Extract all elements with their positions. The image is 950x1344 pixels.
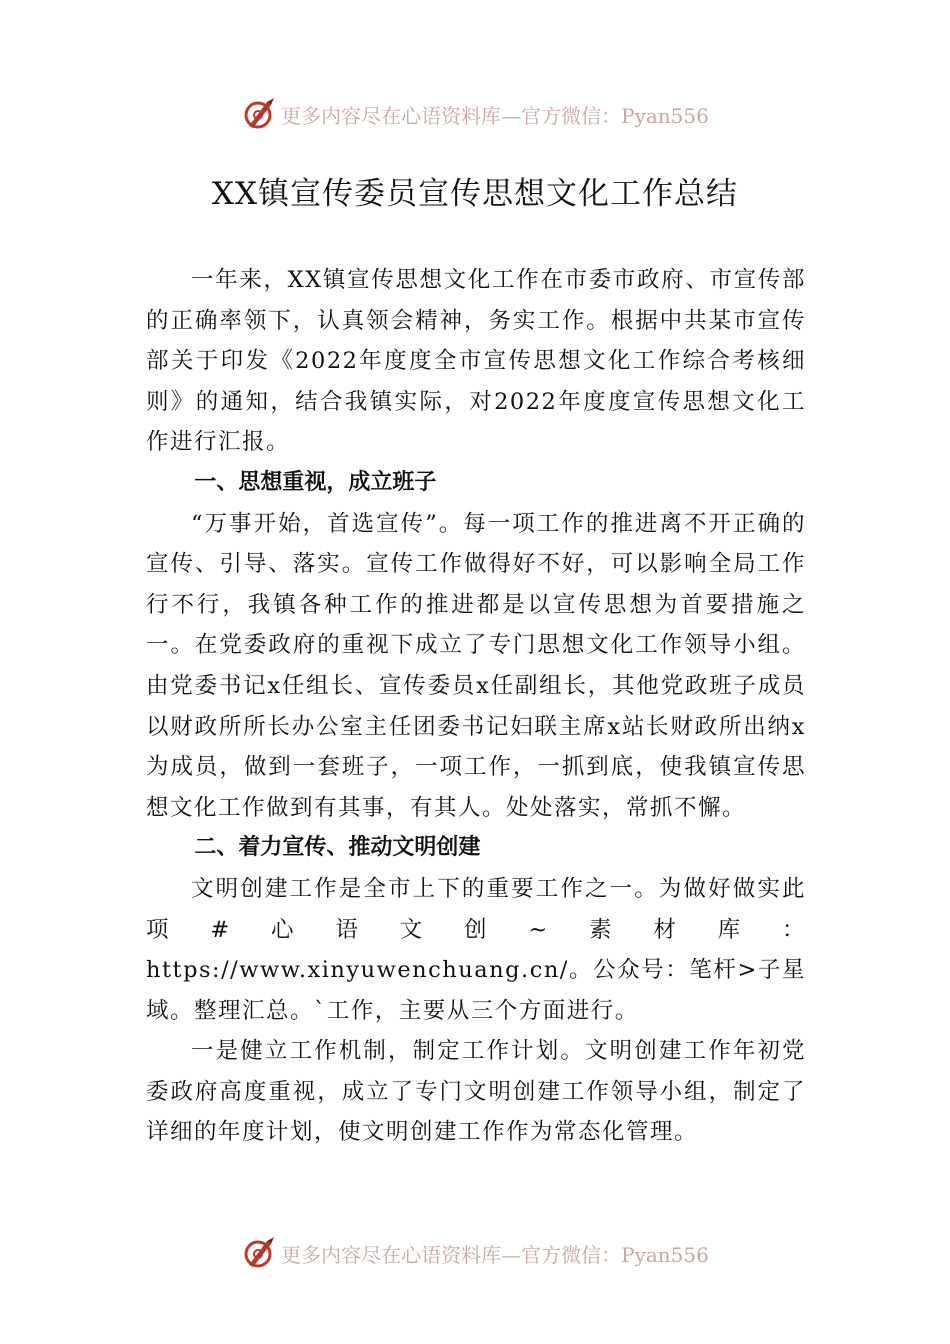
document-title: XX镇宣传委员宣传思想文化工作总结 [211, 176, 739, 212]
paragraph-section-2: 文明创建工作是全市上下的重要工作之一。为做好做实此项#心语文创~素材库：https://www.xinyuwenchuang.cn/。公众号：笔杆>子星域。整理汇总。`工作，主要从三个方面进行。 [146, 875, 806, 1024]
watermark-text: 更多内容尽在心语资料库—官方微信：Pyan556 [281, 1242, 709, 1267]
footer-watermark-banner [0, 1233, 950, 1273]
section-heading-2: 二、着力宣传、推动文明创建 [194, 835, 481, 861]
pen-logo-icon [241, 96, 277, 132]
paragraph-intro: 一年来，XX镇宣传思想文化工作在市委市政府、市宣传部的正确率领下，认真领会精神，务实工作。根据中共某市宣传部关于印发《2022年度度全市宣传思想文化工作综合考核细则》的通知，结合我镇实际，对2022年度度宣传思想文化工作进行汇报。 [146, 267, 806, 456]
document-body [146, 260, 806, 1153]
watermark-text: 更多内容尽在心语资料库—官方微信：Pyan556 [281, 103, 709, 128]
paragraph-section-2-point-1: 一是健立工作机制，制定工作计划。文明创建工作年初党委政府高度重视，成立了专门文明创建工作领导小组，制定了详细的年度计划，使文明创建工作作为常态化管理。 [146, 1038, 806, 1146]
paragraph-section-1: “万事开始，首选宣传”。每一项工作的推进离不开正确的宣传、引导、落实。宣传工作做得好不好，可以影响全局工作行不行，我镇各种工作的推进都是以宣传思想为首要措施之一。在党委政府的重视下成立了专门思想文化工作领导小组。由党委书记x任组长、宣传委员x任副组长，其他党政班子成员以财政所所长办公室主任团委书记妇联主席x站长财政所出纳x为成员，做到一套班子，一项工作，一抓到底，使我镇宣传思想文化工作做到有其事，有其人。处处落实，常抓不懈。 [146, 510, 806, 821]
header-watermark-banner [0, 94, 950, 134]
pen-logo-icon [241, 1235, 277, 1271]
section-heading-1: 一、思想重视，成立班子 [194, 469, 437, 495]
